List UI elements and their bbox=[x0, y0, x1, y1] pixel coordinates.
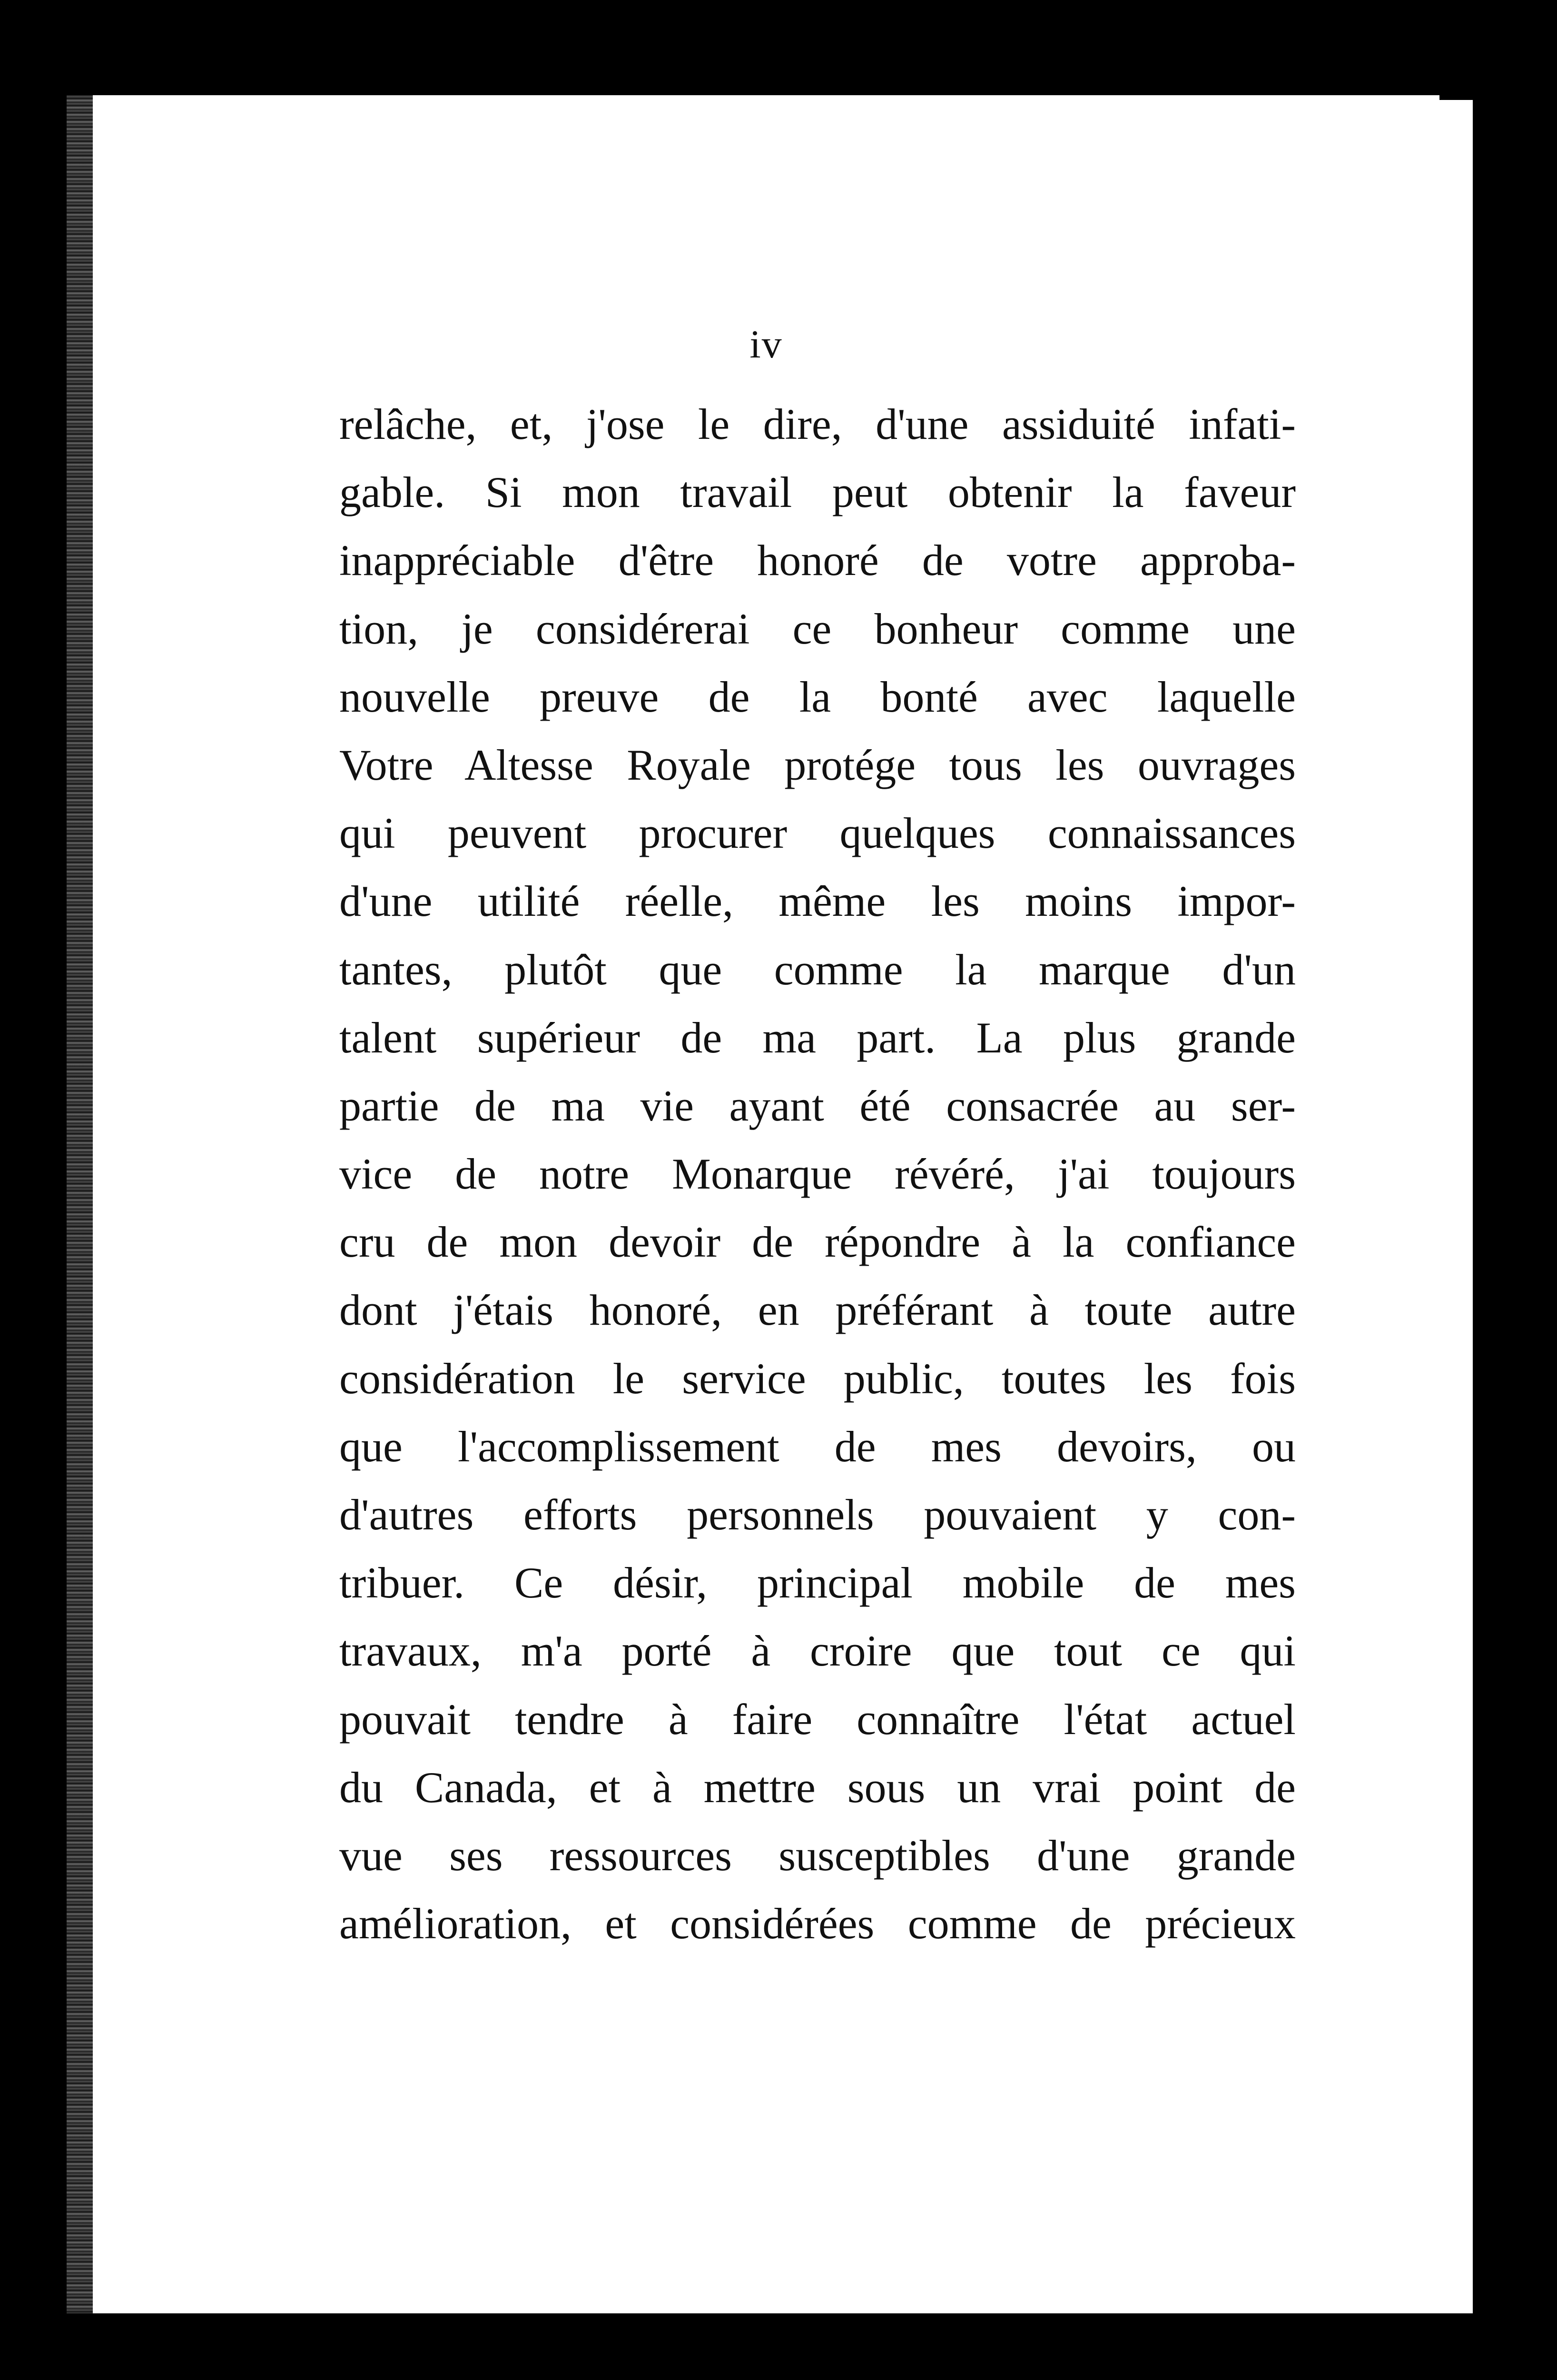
text-line: Votre Altesse Royale protége tous les ouvrages bbox=[339, 740, 1296, 789]
text-line: d'autres efforts personnels pouvaient y con- bbox=[339, 1490, 1296, 1539]
text-line: gable. Si mon travail peut obtenir la faveur bbox=[339, 468, 1296, 517]
text-line: travaux, m'a porté à croire que tout ce qui bbox=[339, 1626, 1296, 1676]
text-line: du Canada, et à mettre sous un vrai point de bbox=[339, 1763, 1296, 1812]
text-line: pouvait tendre à faire connaître l'état actuel bbox=[339, 1695, 1296, 1744]
text-line: nouvelle preuve de la bonté avec laquelle bbox=[339, 672, 1296, 721]
text-line: tantes, plutôt que comme la marque d'un bbox=[339, 945, 1296, 994]
text-line: considération le service public, toutes les fois bbox=[339, 1354, 1296, 1403]
next-page-edge bbox=[1439, 100, 1473, 2313]
text-line: vue ses ressources susceptibles d'une grande bbox=[339, 1831, 1296, 1880]
body-text bbox=[339, 390, 1296, 1958]
text-line: tribuer. Ce désir, principal mobile de mes bbox=[339, 1558, 1296, 1607]
text-line: vice de notre Monarque révéré, j'ai toujours bbox=[339, 1150, 1296, 1199]
text-line: tion, je considérerai ce bonheur comme une bbox=[339, 604, 1296, 653]
text-line: talent supérieur de ma part. La plus grande bbox=[339, 1013, 1296, 1062]
book-page bbox=[93, 95, 1439, 2313]
text-line: d'une utilité réelle, même les moins impor- bbox=[339, 877, 1296, 926]
page-number: iv bbox=[749, 322, 783, 367]
text-line: dont j'étais honoré, en préférant à toute autre bbox=[339, 1286, 1296, 1335]
text-line: relâche, et, j'ose le dire, d'une assiduité infati- bbox=[339, 400, 1296, 448]
text-line: cru de mon devoir de répondre à la confiance bbox=[339, 1218, 1296, 1267]
text-line: qui peuvent procurer quelques connaissances bbox=[339, 809, 1296, 858]
text-line: inappréciable d'être honoré de votre approba- bbox=[339, 536, 1296, 585]
text-line: partie de ma vie ayant été consacrée au ser- bbox=[339, 1081, 1296, 1130]
text-line: amélioration, et considérées comme de précieux bbox=[339, 1899, 1296, 1948]
text-line: que l'accomplissement de mes devoirs, ou bbox=[339, 1422, 1296, 1471]
